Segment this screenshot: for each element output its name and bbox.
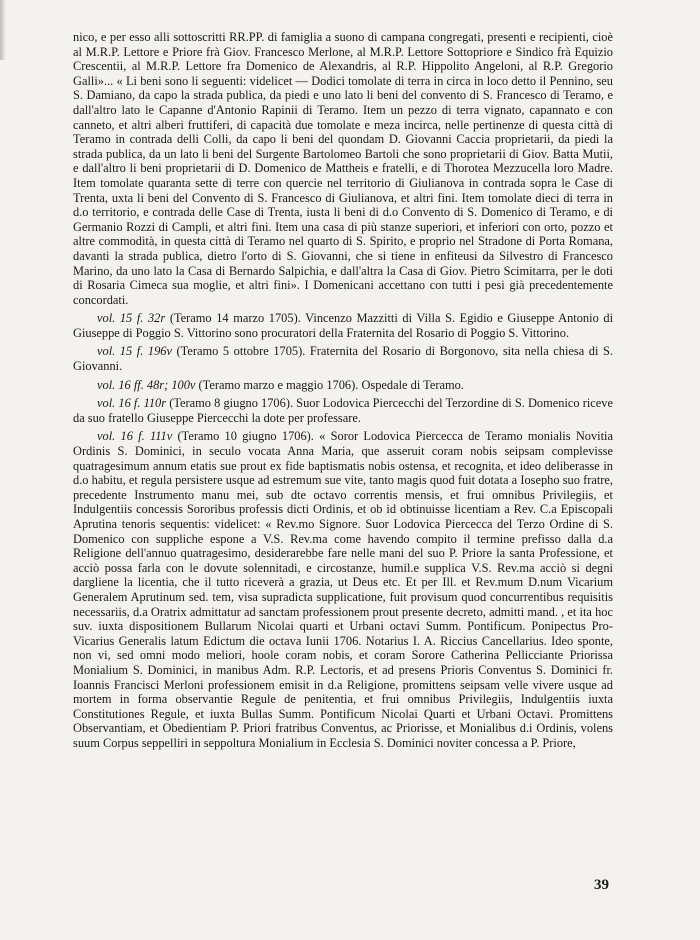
entry-text: (Teramo 10 giugno 1706). « Soror Lodovica Piercecca de Teramo monialis Novitia Ordinis S. Dominici, in seculo vocata Anna Maria, que asseruit coram nobis seipsam complevisse quatragesimum annum etatis sue prout ex fide baptismatis nobis ostensa, et recognita, et ideo deliberasse in d.o habitu, et regula persistere usque ad estremum sue vite, tanto magis quod fuit dotata a Iosepho suo fratre, precedente Instrumento manu mei, sub dte octavo correntis mensis, et frui omnibus Privilegiis, et Indulgentiis concessis Sororibus professis dicti Ordinis, et ob id obtinuisse licentiam a Rev. C.a Episcopali Aprutina tenoris sequentis: videlicet: « Rev.mo Signore. Suor Lodovica Piercecca del Terzo Ordine di S. Domenico con suppliche espone a V.S. Rev.ma come havendo compito il termine prefisso dalla d.a Religione dell'annuo quatragesimo, desiderarebbe fare nelle mani del suo P. Priore la santa Professione, et acciò possa farla con le dovute solennitadi, e circostanze, humil.e supplica V.S. Rev.ma acciò si degni dargliene la licentia, che il tutto riceverà a grazia, ut Deus etc. Et per Ill. et Rev.mum D.num Vicarium Generalem Aprutinum sed. tem, visa supradicta supplicatione, fuit provisum quod concurrentibus requisitis necessariis, d.a Oratrix admittatur ad sanctam professionem prout presente decreto, admitti mand. , et ita hoc suv. iuxta dispositionem Bullarum Nicolai quarti et Urbani octavi Summ. Pontificum. Ponipectus Pro-Vicarius Generalis latum Edictum die octava Iunii 1706. Notarius I. A. Riccius Cancellarius. Ideo sponte, non vi, sed omni modo meliori, hoole coram nobis, et coram Sorore Catherina Pellicciante Priorissa Monialium S. Dominici, in manibus Adm. R.P. Lectoris, et ad presens Prioris Conventus S. Dominici fr. Ioannis Francisci Merloni professionem emisit in d.a Religione, promittens seipsam velle vivere usque ad mortem in forma observantie Regule de penitentia, et frui omnibus Privilegiis, Indulgentiis iuxta Constitutiones Regule, et iuxta Bullas Summ. Pontificum Nicolai Quarti et Urbani Octavi. Promittens Observantiam, et Obedientiam P. Priori fratribus Conventus, ac Priorisse, et Monialibus d.i Ordinis, volens suum Corpus seppelliri in seppoltura Monialium in Ecclesia S. Dominici noviter concessa a P. Priore, (73, 429, 613, 750)
entry-vol15-196v (73, 344, 613, 373)
entry-text: (Teramo 14 marzo 1705). Vincenzo Mazzitti di Villa S. Egidio e Giuseppe Antonio di Giuseppe di Poggio S. Vittorino sono procuratori della Fraternita del Rosario di Poggio S. Vittorino. (73, 311, 614, 340)
page-number: 39 (594, 877, 609, 893)
document-body (73, 30, 613, 751)
entry-citation: vol. 16 f. 111v (97, 429, 173, 444)
entry-vol16-111v (73, 429, 613, 750)
entry-citation: vol. 16 f. 110r (97, 396, 167, 411)
paragraph-0 (73, 30, 613, 307)
entry-vol16-48r (73, 378, 613, 393)
entry-text: (Teramo marzo e maggio 1706). Ospedale di Teramo. (195, 377, 464, 392)
binding-shadow (0, 0, 6, 60)
entry-vol15-32r (73, 311, 613, 340)
entry-citation: vol. 16 ff. 48r; 100v (97, 377, 196, 392)
entry-citation: vol. 15 f. 32r (97, 311, 166, 326)
entry-text: (Teramo 5 ottobre 1705). Fraternita del Rosario di Borgonovo, sita nella chiesa di S. Giovanni. (73, 344, 613, 374)
entry-text: (Teramo 8 giugno 1706). Suor Lodovica Piercecchi del Terzordine di S. Domenico riceve da suo fratello Giuseppe Piercecchi la dote per professare. (73, 396, 613, 425)
entry-vol16-110r (73, 396, 613, 425)
entry-citation: vol. 15 f. 196v (97, 344, 172, 359)
paragraph-0-text: nico, e per esso alli sottoscritti RR.PP. di famiglia a suono di campana congregati, presenti e recipienti, cioè al M.R.P. Lettore e Priore frà Giov. Francesco Merlone, al M.R.P. Lettore Sottopriore e Sindico frà Equizio Crescentii, al M.R.P. Lettore fra Domenico de Alexandris, al R.P. Hippolito Angeloni, al R.P. Gregorio Galli»... « Li beni sono li seguenti: videlicet — Dodici tomolate di terra in circa in loco detto il Pennino, seu S. Damiano, da capo la strada publica, da piedi e uno lato li beni del convento di S. Francesco di Teramo, e dall'altro lato le Capanne d'Antonio Rapinii di Teramo. Item un pezzo di terra vignato, capannato e con canneto, et altri alberi fruttiferi, di capacità due tomolate e meza incirca, nelle pertinenze di questa città di Teramo in contrada delli Colli, da capo li beni del quondam D. Giovanni Caccia proprietarii, da piedi la strada publica, da un lato li beni del Surgente Bartolomeo Bartoli che sono proprietarii di Giov. Batta Mutii, e dall'altro li beni proprietarii di D. Domenico de Mattheis e fratelli, e di Thorotea Mezzucella loro Madre. Item tomolate quaranta sette di terre con quercie nel territorio di Giulianova in contrada sopra le Case di Trenta, uxta li beni del Convento di S. Francesco di Giulianova, et altri fini. Item tomolate dieci di terra in d.o territorio, e contrada delle Case di Trenta, iusta li beni di d.o Convento di S. Domenico di Teramo, e di Germanio Rozzi di Campli, et altri fini. Item una casa di più stanze superiori, et inferiori con orto, pozzo et altre commodità, in questa città di Teramo nel quarto di S. Spirito, e proprio nel Stradone di Porta Romana, davanti la strada publica, dietro l'orto di S. Giovanni, che si tiene in enfiteusi da Silvestro di Francesco Marino, da uno lato la Casa di Bernardo Salpichia, e dall'altra la Casa di Giov. Pietro Scimitarra, per le doti di Rosaria Cimeca sua moglie, et altri fini». I Domenicani accettano con tutti i pesi già precedentemente concordati. (73, 30, 613, 307)
